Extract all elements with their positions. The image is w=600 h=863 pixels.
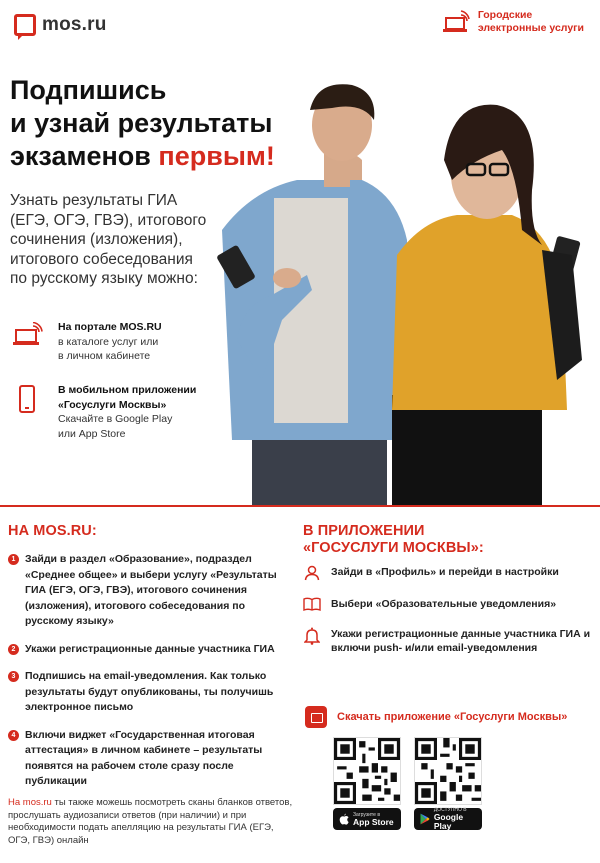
logo-text: mos.ru <box>42 14 107 35</box>
app-title-line2: «ГОСУСЛУГИ МОСКВЫ»: <box>303 540 484 556</box>
access-app-line2: «Госуслуги Москвы» <box>58 398 167 411</box>
app-logo-icon <box>305 706 327 728</box>
access-app-line3: Скачайте в Google Play <box>58 413 173 425</box>
app-steps <box>303 565 593 671</box>
step-number: 3 <box>8 671 19 682</box>
google-play-icon <box>420 813 430 825</box>
step-text: Зайди в раздел «Образование», подраздел «Среднее общее» и выбери услугу «Результаты ГИА (ЕГЭ, ОГЭ, ГВЭ), итогового сочинения (изложения), итогового собеседования по русскому языку» <box>25 553 277 627</box>
app-step <box>303 565 593 581</box>
access-app-title: В мобильном приложении <box>58 384 197 396</box>
headline-line1: Подпишись <box>10 75 167 105</box>
mosru-section-title: НА MOS.RU: <box>8 523 97 539</box>
user-icon <box>304 565 320 581</box>
step-text: Укажи регистрационные данные участника ГИА <box>25 642 275 655</box>
access-portal-line2: в каталоге услуг или <box>58 335 159 348</box>
bell-icon <box>304 627 320 645</box>
boy-figure <box>216 84 412 505</box>
note-text: ты также можешь посмотреть сканы бланков ответов, прослушать аудиозаписи ответов (при наличии) и при необходимости подать апелляцию на результаты ГИА (ЕГЭ, ОГЭ, ГВЭ) онлайн <box>8 797 293 846</box>
headline-accent: первым! <box>158 141 275 171</box>
mosru-step <box>8 642 284 658</box>
mosru-step <box>8 669 284 716</box>
logo-mark-icon <box>14 14 36 36</box>
app-step <box>303 627 593 655</box>
step-number: 1 <box>8 554 19 565</box>
access-portal-line3: в личном кабинете <box>58 350 151 362</box>
note-link[interactable]: На mos.ru <box>8 797 52 808</box>
qr-code-google-play[interactable] <box>414 737 482 805</box>
mosru-steps <box>8 552 284 802</box>
app-store-name: App Store <box>353 816 394 827</box>
phone-icon <box>18 385 36 413</box>
brand-line1: Городские <box>477 9 533 21</box>
book-icon <box>303 597 321 611</box>
mosru-step <box>8 552 284 630</box>
app-section-title <box>303 523 484 557</box>
brand-line2: электронные услуги <box>477 22 584 34</box>
app-step-text: Выбери «Образовательные уведомления» <box>331 598 557 610</box>
google-play-sub: ДОСТУПНО В <box>433 807 467 813</box>
intro-text: Узнать результаты ГИА (ЕГЭ, ОГЭ, ГВЭ), итогового сочинения (изложения), итогового собеседования по русскому языку можно: <box>10 192 207 288</box>
headline-line2: и узнай результаты <box>10 108 273 138</box>
download-app-label: Скачать приложение «Госуслуги Москвы» <box>337 711 568 723</box>
download-app-link[interactable] <box>305 706 567 728</box>
app-step-text: Зайди в «Профиль» и перейди в настройки <box>331 566 559 578</box>
girl-figure <box>392 105 582 505</box>
google-play-badge[interactable] <box>414 808 482 830</box>
city-services-brand <box>442 9 584 35</box>
step-number: 2 <box>8 644 19 655</box>
google-play-name: Google Play <box>433 812 464 831</box>
mos-ru-logo[interactable] <box>14 14 107 36</box>
laptop-wifi-icon <box>442 9 470 35</box>
mosru-step <box>8 728 284 790</box>
app-title-line1: В ПРИЛОЖЕНИИ <box>303 523 425 539</box>
access-app-line4: или App Store <box>58 427 126 440</box>
access-portal <box>10 320 162 364</box>
app-step <box>303 597 593 611</box>
apple-icon <box>339 813 349 825</box>
app-step-text: Укажи регистрационные данные участника ГИА и включи push- и/или email-уведомления <box>331 628 591 654</box>
qr-code-app-store[interactable] <box>333 737 401 805</box>
section-divider <box>0 505 600 507</box>
mosru-note <box>8 797 293 847</box>
access-mobile-app <box>10 383 196 441</box>
laptop-icon <box>11 322 43 348</box>
app-store-sub: Загрузите в <box>353 811 380 818</box>
step-text: Включи виджет «Государственная итоговая аттестация» в личном кабинете – результаты появятся на рабочем столе сразу после публикации <box>25 728 263 787</box>
headline-line3-text: экзаменов <box>10 141 159 171</box>
app-store-badge[interactable] <box>333 808 401 830</box>
access-portal-title: На портале MOS.RU <box>58 321 162 333</box>
students-photo <box>212 80 600 505</box>
step-text: Подпишись на email-уведомления. Как только результаты будут опубликованы, ты получишь электронное письмо <box>25 670 274 713</box>
step-number: 4 <box>8 730 19 741</box>
